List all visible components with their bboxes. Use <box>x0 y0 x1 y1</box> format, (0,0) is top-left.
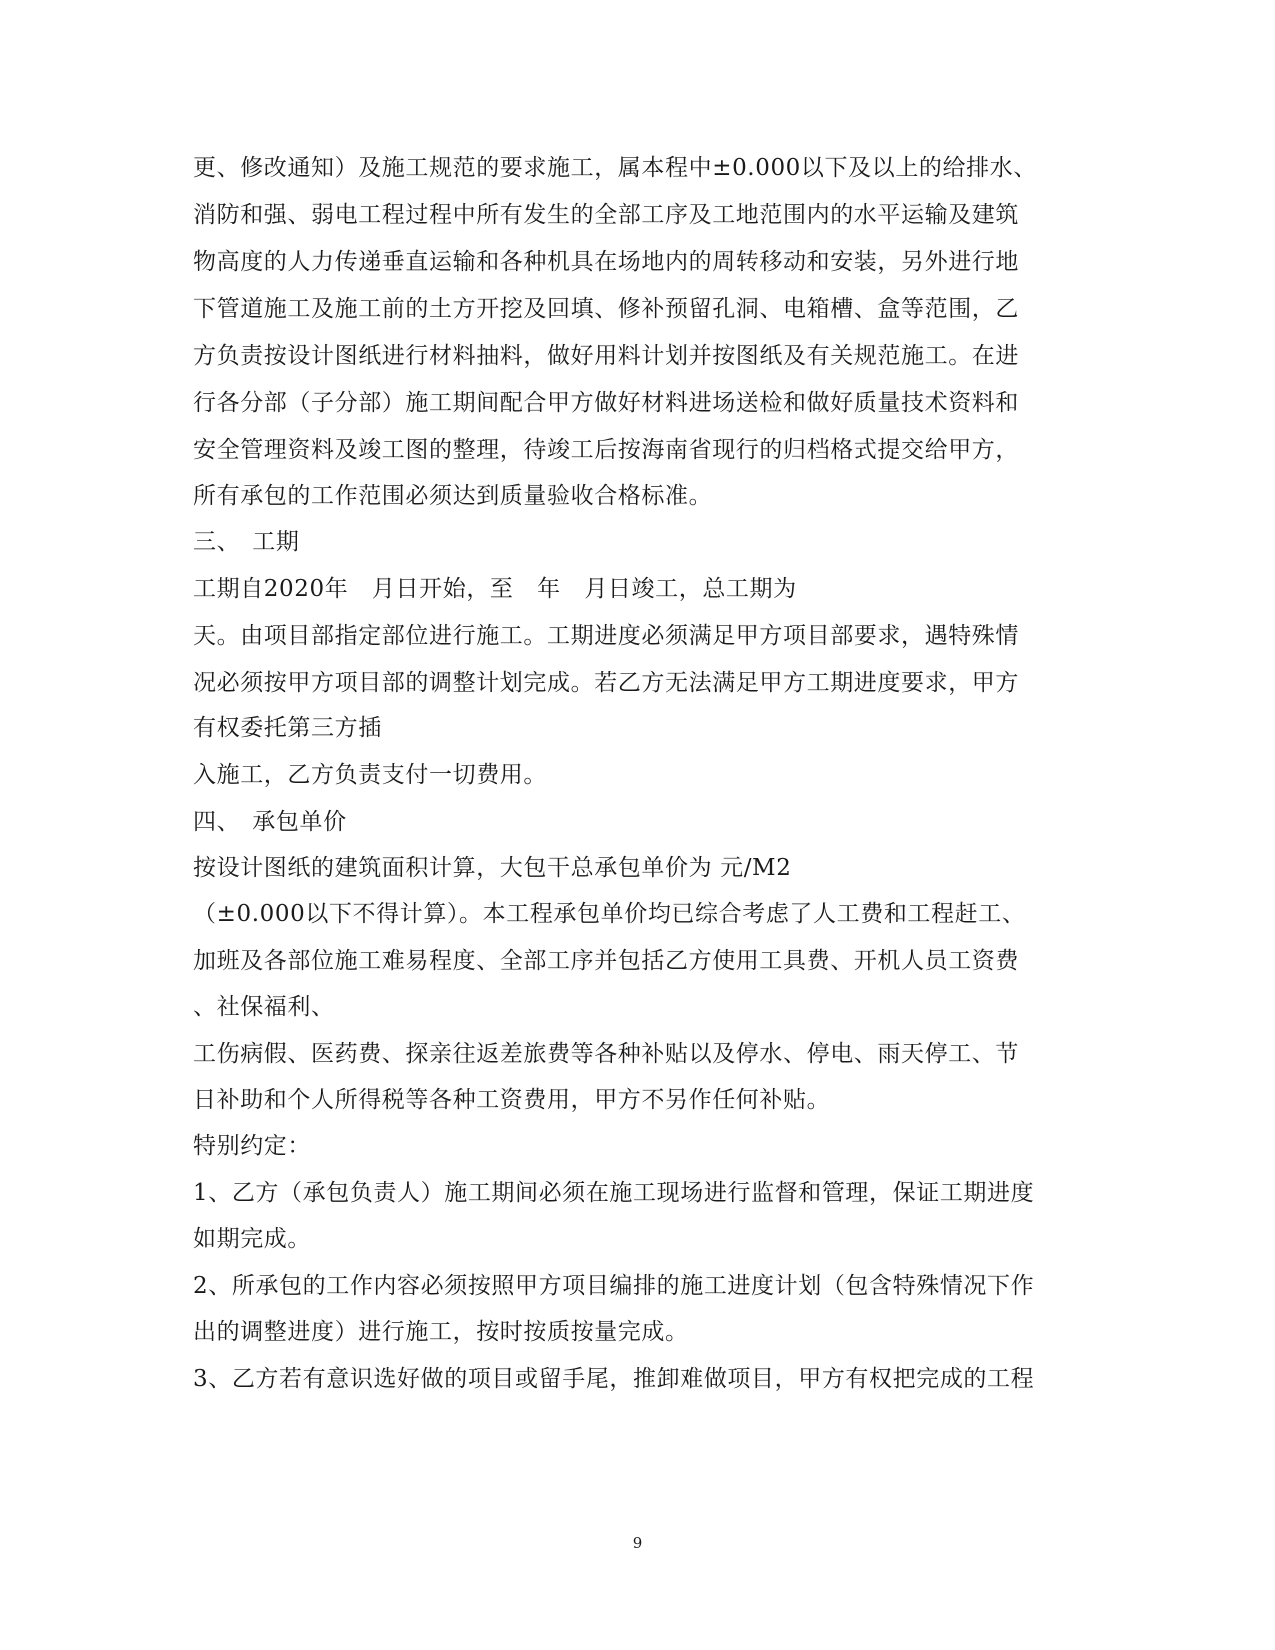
section-heading: 四、 承包单价 <box>193 809 347 835</box>
text-line: 日补助和个人所得税等各种工资费用，甲方不另作任何补贴。 <box>193 1087 831 1113</box>
text-line: 安全管理资料及竣工图的整理，待竣工后按海南省现行的归档格式提交给甲方， <box>193 437 1019 463</box>
text-line: 所有承包的工作范围必须达到质量验收合格标准。 <box>193 483 713 509</box>
text-line: 按设计图纸的建筑面积计算，大包干总承包单价为 元/M2 <box>193 855 792 881</box>
text-line: 工期自2020年 月日开始，至 年 月日竣工，总工期为 <box>193 576 797 602</box>
text-line: （±0.000以下不得计算）。本工程承包单价均已综合考虑了人工费和工程赶工、 <box>193 901 1026 927</box>
section-heading: 三、 工期 <box>193 529 300 555</box>
text-line: 更、修改通知）及施工规范的要求施工，属本程中±0.000以下及以上的给排水、 <box>193 155 1037 181</box>
text-line: 消防和强、弱电工程过程中所有发生的全部工序及工地范围内的水平运输及建筑 <box>193 202 1019 228</box>
text-line: 有权委托第三方插 <box>193 715 382 741</box>
text-line: 特别约定： <box>193 1133 311 1159</box>
text-line: 天。由项目部指定部位进行施工。工期进度必须满足甲方项目部要求，遇特殊情 <box>193 623 1019 649</box>
text-line: 1、乙方（承包负责人）施工期间必须在施工现场进行监督和管理，保证工期进度 <box>193 1180 1035 1206</box>
text-line: 工伤病假、医药费、探亲往返差旅费等各种补贴以及停水、停电、雨天停工、节 <box>193 1041 1019 1067</box>
text-line: 加班及各部位施工难易程度、全部工序并包括乙方使用工具费、开机人员工资费 <box>193 948 1019 974</box>
page-number: 9 <box>632 1534 643 1552</box>
text-line: 3、乙方若有意识选好做的项目或留手尾，推卸难做项目，甲方有权把完成的工程 <box>193 1366 1035 1392</box>
text-line: 、社保福利、 <box>193 994 335 1020</box>
text-line: 如期完成。 <box>193 1226 311 1252</box>
text-line: 况必须按甲方项目部的调整计划完成。若乙方无法满足甲方工期进度要求，甲方 <box>193 670 1019 696</box>
text-line: 入施工，乙方负责支付一切费用。 <box>193 762 547 788</box>
text-line: 下管道施工及施工前的土方开挖及回填、修补预留孔洞、电箱槽、盒等范围，乙 <box>193 296 1019 322</box>
text-line: 2、所承包的工作内容必须按照甲方项目编排的施工进度计划（包含特殊情况下作 <box>193 1273 1035 1299</box>
text-line: 行各分部（子分部）施工期间配合甲方做好材料进场送检和做好质量技术资料和 <box>193 390 1019 416</box>
text-line: 出的调整进度）进行施工，按时按质按量完成。 <box>193 1319 689 1345</box>
text-line: 物高度的人力传递垂直运输和各种机具在场地内的周转移动和安装，另外进行地 <box>193 249 1019 275</box>
text-line: 方负责按设计图纸进行材料抽料，做好用料计划并按图纸及有关规范施工。在进 <box>193 343 1019 369</box>
